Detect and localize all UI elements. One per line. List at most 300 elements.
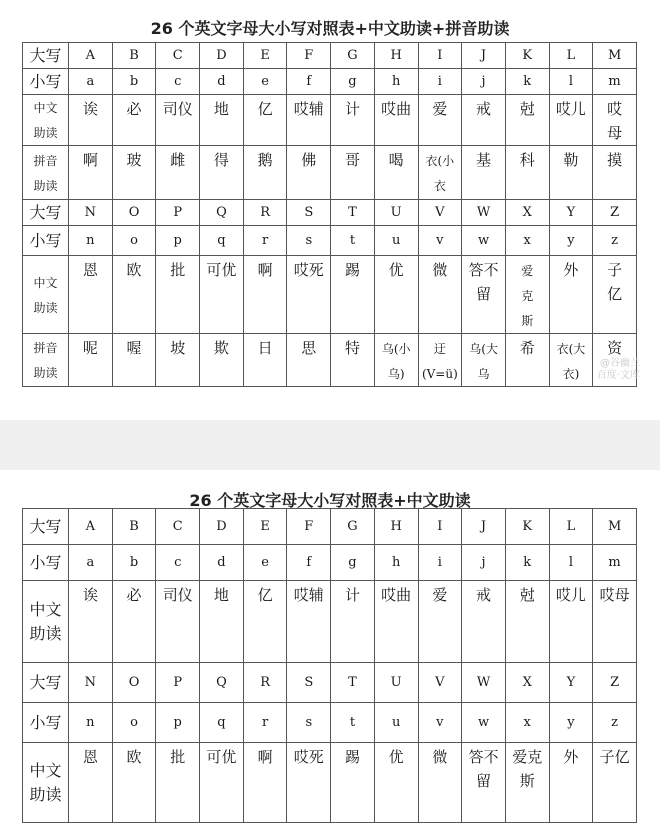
table-cell [200,200,244,226]
table-row [23,256,637,334]
table-cell [593,69,637,95]
table-cell [243,509,287,545]
cell-text: b [129,73,139,89]
cell-text: 思 [301,339,317,357]
table-cell [156,43,200,69]
table-cell [112,43,156,69]
cell-text: 哎死 [293,748,324,766]
row-label-text: 大写 [29,672,62,692]
cell-text: D [216,518,227,534]
cell-text: h [391,73,401,89]
table-cell [287,581,331,663]
table-cell [462,146,506,200]
row-label [23,334,69,387]
cell-text: I [437,518,443,534]
table-cell [549,95,593,146]
table-cell [243,703,287,743]
table-cell [243,200,287,226]
cell-text: 尅 [519,586,535,604]
cell-text: 地 [213,586,229,604]
cell-text: F [304,518,314,534]
cell-text: 基 [476,151,492,169]
cell-text: 哎母 [599,586,630,604]
cell-text: 哎曲 [381,100,412,118]
cell-text: S [304,204,314,220]
cell-text: I [437,47,443,63]
table-cell [549,226,593,256]
cell-text: 欧 [126,261,142,279]
cell-text: 特 [344,339,360,357]
cell-text: L [566,518,576,534]
table-cell [505,226,549,256]
table-cell [112,200,156,226]
table-cell [462,509,506,545]
table-section-chinese-only [0,470,660,840]
table-cell [462,43,506,69]
row-label-text: 大写 [29,202,62,222]
table-cell [418,703,462,743]
cell-text: 希 [519,339,535,357]
table-cell [331,663,375,703]
row-label [23,509,69,545]
cell-text: G [347,518,358,534]
cell-text: 亿 [257,100,273,118]
cell-text: 哎曲 [381,586,412,604]
table-cell [593,703,637,743]
table-cell [549,334,593,387]
table-cell [462,743,506,823]
table-cell [112,581,156,663]
cell-text: Z [610,674,620,690]
table-cell [418,256,462,334]
cell-text: t [349,714,356,730]
table-cell [505,743,549,823]
table-cell [331,334,375,387]
row-label [23,256,69,334]
table-cell [331,256,375,334]
cell-text: x [523,232,531,248]
cell-text: o [130,232,138,248]
table-cell [200,226,244,256]
table-cell [200,43,244,69]
table-cell [331,703,375,743]
table-cell [243,743,287,823]
cell-text: E [260,47,270,63]
table-cell [287,703,331,743]
table-cell [331,743,375,823]
cell-text: L [566,47,576,63]
table-cell [418,200,462,226]
table-cell [287,43,331,69]
cell-text: 呢 [82,339,98,357]
table-cell [331,509,375,545]
table-cell [69,95,113,146]
table-cell [505,545,549,581]
cell-text: H [390,518,402,534]
cell-text: 欧 [126,748,142,766]
table-cell [462,663,506,703]
cell-text: J [480,47,487,63]
row-label-text: 中文 助读 [29,760,62,804]
table-cell [200,545,244,581]
table-cell [112,545,156,581]
row-label [23,43,69,69]
cell-text: B [129,518,139,534]
cell-text: N [84,674,97,690]
cell-text: f [306,554,312,570]
table-row [23,95,637,146]
table-cell [112,703,156,743]
table-cell [156,256,200,334]
table-cell [593,545,637,581]
cell-text: 必 [126,586,142,604]
table-cell [287,663,331,703]
row-label [23,146,69,200]
cell-text: 哎 母 [607,100,623,142]
cell-text: m [608,554,621,570]
cell-text: c [174,73,182,89]
table-cell [374,95,418,146]
cell-text: k [523,73,532,89]
table-cell [418,581,462,663]
cell-text: D [216,47,227,63]
table-cell [505,509,549,545]
cell-text: 啊 [257,261,273,279]
table-cell [505,663,549,703]
cell-text: A [85,518,96,534]
cell-text: 可优 [206,748,237,766]
cell-text: 哎辅 [293,100,324,118]
cell-text: s [305,714,313,730]
table-cell [156,663,200,703]
table-cell [69,509,113,545]
table-cell [331,226,375,256]
table-cell [156,69,200,95]
table-cell [418,663,462,703]
table-cell [243,226,287,256]
table-cell [331,146,375,200]
table-cell [593,663,637,703]
cell-text: d [217,554,226,570]
cell-text: i [437,554,442,570]
table-cell [112,663,156,703]
cell-text: 摸 [607,151,623,169]
cell-text: H [390,47,402,63]
cell-text: W [476,674,491,690]
table-cell [69,226,113,256]
table-cell [287,334,331,387]
table-cell [418,226,462,256]
cell-text: r [261,714,269,730]
table-cell [374,703,418,743]
cell-text: n [86,714,95,730]
cell-text: 恩 [82,748,98,766]
table-row [23,545,637,581]
table-cell [593,200,637,226]
row-label-text: 小写 [29,230,62,250]
cell-text: C [172,47,183,63]
cell-text: 哎儿 [555,586,586,604]
cell-text: 诶 [82,586,98,604]
cell-text: i [437,73,442,89]
cell-text: 哎儿 [555,100,586,118]
table-cell [243,334,287,387]
table-cell [418,43,462,69]
cell-text: 鹅 [257,151,273,169]
cell-text: 爱 [432,100,448,118]
cell-text: W [476,204,491,220]
row-label-text: 中文 助读 [33,101,58,140]
cell-text: 尅 [519,100,535,118]
table-cell [549,69,593,95]
cell-text: h [391,554,401,570]
table-row [23,226,637,256]
table-cell [462,545,506,581]
table-cell [549,256,593,334]
row-label-text: 中文 助读 [33,275,58,315]
table-cell [418,743,462,823]
cell-text: P [173,674,183,690]
table-cell [112,146,156,200]
table-cell [243,146,287,200]
cell-text: 司仪 [162,100,193,118]
table-cell [200,146,244,200]
table-cell [549,581,593,663]
table-cell [69,545,113,581]
table-cell [331,545,375,581]
letter-table-chinese-only [22,508,637,823]
watermark: @谷幽兰 百度·文库 [596,358,640,381]
table-cell [418,509,462,545]
cell-text: 喝 [388,151,404,169]
cell-text: 乌(大 乌 [469,342,498,381]
cell-text: x [523,714,531,730]
cell-text: t [349,232,356,248]
table-cell [331,69,375,95]
table-cell [374,256,418,334]
table-cell [156,545,200,581]
cell-text: A [85,47,96,63]
cell-text: a [86,73,95,89]
cell-text: l [568,73,573,89]
cell-text: U [390,204,402,220]
table-cell [549,545,593,581]
table-cell [156,743,200,823]
table-cell [593,95,637,146]
table-cell [374,545,418,581]
cell-text: o [130,714,138,730]
cell-text: V [435,674,445,690]
table-cell [462,703,506,743]
cell-text: X [522,674,532,690]
table-cell [549,43,593,69]
table-cell [549,146,593,200]
table-cell [287,146,331,200]
table-row [23,581,637,663]
table-cell [112,743,156,823]
cell-text: 诶 [82,100,98,118]
cell-text: a [86,554,95,570]
cell-text: 外 [563,748,579,766]
cell-text: j [481,554,486,570]
table-cell [462,69,506,95]
cell-text: 衣(小 衣 [425,154,455,193]
cell-text: c [174,554,182,570]
cell-text: q [217,714,226,730]
cell-text: X [522,204,532,220]
cell-text: B [129,47,139,63]
table-row [23,69,637,95]
row-label [23,95,69,146]
table-cell [462,256,506,334]
cell-text: k [523,554,532,570]
table-cell [593,581,637,663]
cell-text: 司仪 [162,586,193,604]
row-label [23,545,69,581]
cell-text: 乌(小 乌) [381,342,411,381]
table-cell [374,509,418,545]
table-cell [331,581,375,663]
cell-text: J [480,518,487,534]
cell-text: 批 [170,261,186,279]
cell-text: K [522,47,533,63]
cell-text: z [611,232,619,248]
table-cell [69,256,113,334]
row-label [23,743,69,823]
table-row [23,334,637,387]
row-label [23,226,69,256]
table-cell [593,146,637,200]
row-label-text: 小写 [29,712,62,732]
table-cell [593,509,637,545]
table-cell [593,256,637,334]
table-cell [505,43,549,69]
table-cell [331,200,375,226]
table-cell [69,334,113,387]
cell-text: 哎辅 [293,586,324,604]
table-cell [593,226,637,256]
table-cell [287,509,331,545]
cell-text: 戒 [476,586,492,604]
table-cell [200,69,244,95]
cell-text: R [260,674,270,690]
table-cell [505,334,549,387]
cell-text: z [611,714,619,730]
cell-text: 雌 [170,151,186,169]
row-label-text: 拼音 助读 [33,341,58,380]
table-cell [462,226,506,256]
table-cell [374,663,418,703]
table-cell [243,663,287,703]
section-title: 26 个英文字母大小写对照表+中文助读 [189,491,471,510]
table-cell [549,200,593,226]
cell-text: d [217,73,226,89]
table-cell [374,581,418,663]
table-cell [112,69,156,95]
table-cell [549,703,593,743]
cell-text: 啊 [82,151,98,169]
table-cell [69,43,113,69]
cell-text: P [173,204,183,220]
row-label-text: 大写 [29,45,62,65]
table-cell [331,43,375,69]
cell-text: 亿 [257,586,273,604]
cell-text: u [391,232,401,248]
table-row [23,200,637,226]
cell-text: w [477,232,490,248]
section-title: 26 个英文字母大小写对照表+中文助读+拼音助读 [150,19,510,38]
cell-text: R [260,204,270,220]
cell-text: p [173,232,182,248]
cell-text: T [348,204,357,220]
table-cell [505,95,549,146]
table-cell [374,43,418,69]
table-cell [505,581,549,663]
table-cell [505,69,549,95]
table-cell [418,69,462,95]
cell-text: V [435,204,445,220]
table-cell [331,95,375,146]
cell-text: 恩 [82,261,98,279]
table-cell [112,509,156,545]
cell-text: 计 [344,100,360,118]
table-cell [69,703,113,743]
cell-text: 可优 [206,261,237,279]
table-cell [243,43,287,69]
cell-text: F [304,47,314,63]
table-cell [287,95,331,146]
section-separator [0,420,660,470]
table-row [23,703,637,743]
table-cell [418,95,462,146]
table-cell [200,509,244,545]
row-label-text: 小写 [29,552,62,572]
table-row [23,146,637,200]
table-row [23,509,637,545]
row-label [23,703,69,743]
cell-text: 戒 [476,100,492,118]
table-cell [156,703,200,743]
cell-text: M [607,47,622,63]
table-cell [287,256,331,334]
cell-text: 爱 克 斯 [521,264,534,328]
table-cell [243,581,287,663]
row-label-text: 大写 [29,516,62,536]
table-cell [156,200,200,226]
table-cell [505,200,549,226]
table-cell [593,743,637,823]
cell-text: 答不 留 [468,261,499,303]
cell-text: r [261,232,269,248]
table-cell [200,743,244,823]
table-cell [418,545,462,581]
cell-text: v [436,714,444,730]
table-cell [593,43,637,69]
cell-text: 微 [432,748,448,766]
cell-text: 子 亿 [607,261,623,303]
table-cell [156,95,200,146]
cell-text: 迂 (V=ü) [421,342,458,381]
cell-text: 得 [213,151,229,169]
cell-text: 坡 [170,339,186,357]
cell-text: s [305,232,313,248]
table-cell [243,95,287,146]
table-cell [112,226,156,256]
table-cell [374,146,418,200]
table-cell [200,334,244,387]
table-cell [69,69,113,95]
cell-text: 答不 留 [468,748,499,790]
